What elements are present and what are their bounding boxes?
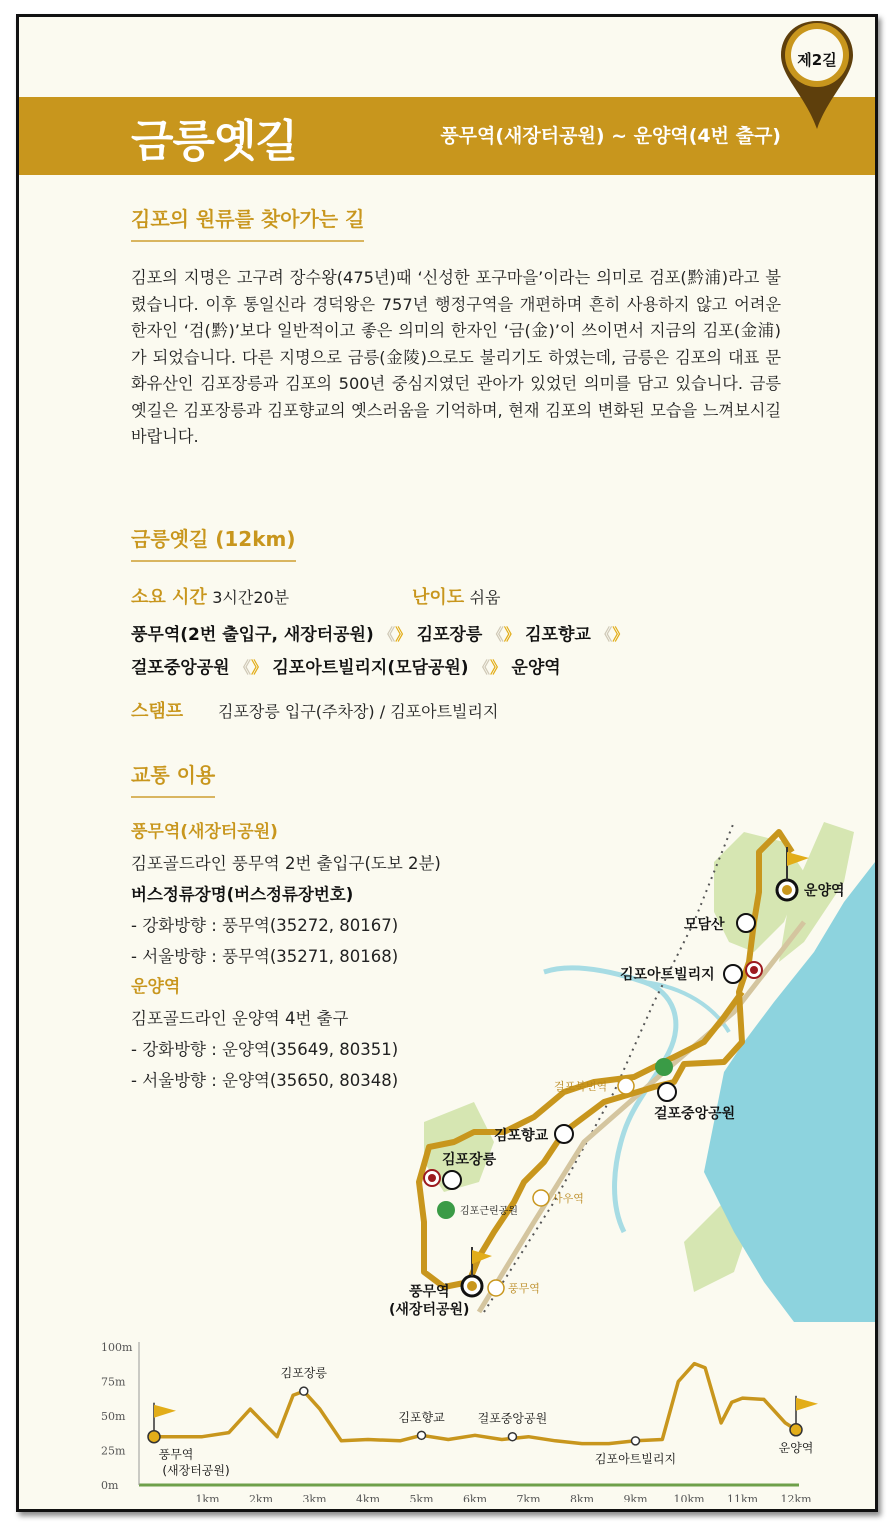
page-frame	[16, 14, 878, 1512]
map-stop-hyanggyo	[555, 1125, 573, 1143]
x-tick-label: 12km	[780, 1493, 812, 1502]
annotation-label: 운양역	[778, 1440, 814, 1455]
x-tick-label: 7km	[516, 1493, 541, 1502]
x-tick-label: 1km	[195, 1493, 220, 1502]
map-label-geolpo-north: 걸포북변역	[554, 1080, 608, 1093]
station1-line: 김포골드라인 풍무역 2번 출입구(도보 2분)	[131, 854, 441, 873]
map-label-jangneung: 김포장릉	[442, 1152, 497, 1168]
x-tick-label: 8km	[569, 1493, 595, 1502]
train-icon	[618, 1078, 634, 1094]
map-stop-unyang-inner	[782, 885, 792, 895]
arrow-icon: 》	[490, 658, 507, 677]
stop-3: 김포향교	[525, 625, 591, 645]
stop-2: 김포장릉	[416, 625, 483, 645]
stop-5: 김포아트빌리지(모담공원)	[272, 658, 469, 678]
y-tick-label: 25m	[101, 1444, 126, 1458]
map-label-geolpo-park: 걸포중앙공원	[654, 1106, 736, 1122]
train-icon	[533, 1190, 549, 1206]
annotation-marker	[508, 1433, 516, 1441]
transit-heading: 교통 이용	[131, 759, 215, 798]
park-icon	[655, 1058, 673, 1076]
station2-bus1: - 강화방향 : 운양역(35649, 80351)	[131, 1040, 399, 1059]
annotation-label: 김포장릉	[280, 1366, 327, 1381]
annotation-label: 김포향교	[398, 1410, 445, 1425]
arrow-icon: 》	[395, 625, 412, 644]
station1-bus1: - 강화방향 : 풍무역(35272, 80167)	[131, 916, 399, 935]
park-icon	[437, 1201, 455, 1219]
course-badge: 제2길	[797, 51, 837, 69]
annotation-label: 풍무역	[158, 1447, 194, 1462]
start-flag-icon	[154, 1403, 176, 1431]
stop-4: 걸포중앙공원	[131, 658, 230, 678]
arrow-icon: 》	[250, 658, 267, 677]
map-stop-geolpo-park	[658, 1083, 676, 1101]
map-label-pungmu-station: 풍무역	[508, 1282, 540, 1295]
course-info-row	[131, 583, 500, 609]
map-label-artvillage: 김포아트빌리지	[620, 967, 715, 983]
station2-line: 김포골드라인 운양역 4번 출구	[131, 1009, 349, 1028]
course-stops-line2	[131, 653, 561, 678]
annotation-marker	[300, 1387, 308, 1395]
station2-name: 운양역	[131, 977, 181, 997]
map-stop-jangneung	[443, 1171, 461, 1189]
annotation-label: 김포아트빌리지	[594, 1451, 677, 1466]
arrow-icon: 《	[487, 625, 504, 644]
difficulty-label: 난이도	[411, 587, 465, 608]
map-label-hyanggyo: 김포향교	[494, 1128, 549, 1144]
y-tick-label: 75m	[101, 1375, 126, 1389]
map-label-unyang: 운양역	[804, 883, 845, 899]
map-label-pungmu1: 풍무역	[409, 1284, 450, 1300]
station2-bus2: - 서울방향 : 운양역(35650, 80348)	[131, 1071, 399, 1090]
annotation-marker	[418, 1431, 426, 1439]
route-map	[384, 802, 875, 1322]
arrow-icon: 《	[379, 625, 396, 644]
stop-1: 풍무역(2번 출입구, 새장터공원)	[131, 625, 374, 645]
stamp-label: 스탬프	[131, 701, 184, 722]
map-stop-pungmu-inner	[467, 1281, 477, 1291]
annotation-marker	[632, 1437, 640, 1445]
annotation-marker	[790, 1424, 802, 1436]
stamp-value: 김포장릉 입구(주차장) / 김포아트빌리지	[217, 702, 499, 721]
x-tick-label: 4km	[355, 1493, 381, 1502]
course-stops-line1	[131, 620, 628, 645]
y-tick-label: 0m	[101, 1479, 119, 1492]
annotation-label: (새장터공원)	[162, 1463, 230, 1478]
finish-flag-icon	[796, 1396, 818, 1424]
arrow-icon: 《	[234, 658, 251, 677]
map-stop-artvillage	[724, 965, 742, 983]
stamp-row	[131, 697, 498, 723]
x-tick-label: 5km	[409, 1493, 434, 1502]
y-tick-label: 100m	[101, 1341, 133, 1354]
course-heading: 금릉옛길 (12km)	[131, 523, 296, 562]
intro-paragraph: 김포의 지명은 고구려 장수왕(475년)때 ‘신성한 포구마을’이라는 의미로 검포(黔浦)라고 불렸습니다. 이후 통일신라 경덕왕은 757년 행정구역을 개편하며 흔히 사용하지 않고 어려운 한자인 ‘검(黔)’보다 일반적이고 좋은 의미의 한자인 ‘금(金)’이 쓰이면서 지금의 김포(金浦)가 되었습니다. 다른 지명으로 금릉(金陵)으로도 불리기도 하였는데, 금릉은 김포의 대표 문화유산인 김포장릉과 김포의 500년 중심지였던 관아가 있었던 의미를 담고 있습니다. 금릉옛길은 김포장릉과 김포향교의 옛스러움을 기억하며, 현재 김포의 변화된 모습을 느껴보시길 바랍니다.	[131, 268, 781, 446]
x-tick-label: 9km	[623, 1493, 648, 1502]
station1-bus2: - 서울방향 : 풍무역(35271, 80168)	[131, 947, 399, 966]
page-title: 금릉옛길	[131, 116, 298, 167]
x-tick-label: 11km	[726, 1493, 759, 1502]
train-icon	[488, 1280, 504, 1296]
map-label-pungmu2: (새장터공원)	[389, 1302, 470, 1318]
x-tick-label: 10km	[673, 1493, 705, 1502]
arrow-icon: 》	[503, 625, 520, 644]
difficulty-value: 쉬움	[469, 588, 501, 607]
x-tick-label: 3km	[302, 1493, 327, 1502]
station1-name: 풍무역(새장터공원)	[131, 822, 278, 842]
x-tick-label: 2km	[248, 1493, 274, 1502]
arrow-icon: 《	[596, 625, 613, 644]
route-subtitle: 풍무역(새장터공원) ~ 운양역(4번 출구)	[440, 125, 781, 147]
x-tick-label: 6km	[462, 1493, 488, 1502]
map-stop-modamsan	[737, 914, 755, 932]
intro-heading: 김포의 원류를 찾아가는 길	[131, 203, 364, 242]
location-pin-icon	[777, 17, 857, 137]
arrow-icon: 》	[612, 625, 629, 644]
bus-heading: 버스정류장명(버스정류장번호)	[131, 885, 354, 904]
map-label-geunrin: 김포근린공원	[460, 1206, 518, 1217]
time-value: 3시간20분	[212, 588, 290, 607]
elevation-profile-chart	[99, 1322, 819, 1502]
time-label: 소요 시간	[131, 587, 207, 608]
y-tick-label: 50m	[101, 1410, 126, 1423]
arrow-icon: 《	[473, 658, 490, 677]
annotation-marker	[148, 1431, 160, 1443]
annotation-label: 걸포중앙공원	[477, 1411, 548, 1426]
elevation-line	[154, 1364, 796, 1444]
stop-6: 운양역	[511, 658, 561, 678]
map-label-modamsan: 모담산	[684, 917, 725, 933]
map-label-saoo: 사우역	[552, 1192, 584, 1205]
